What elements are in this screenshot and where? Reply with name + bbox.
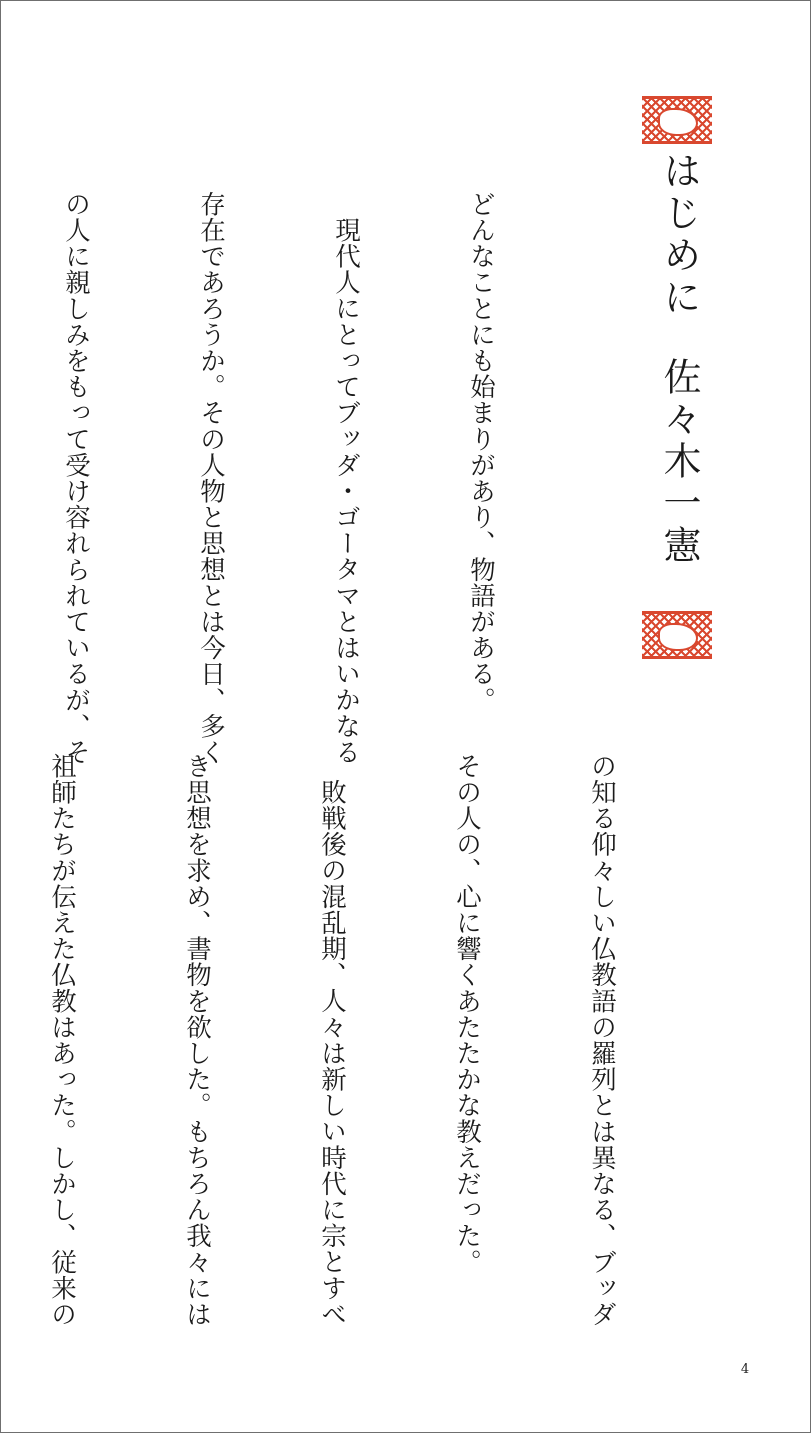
text-line: その人の、心に響くあたたかな教えだった。 (452, 753, 482, 1275)
title-heading: はじめに (657, 151, 701, 319)
chapter-title (657, 151, 701, 611)
text-line: 敗戦後の混乱期、人々は新しい時代に宗とすべ (317, 778, 347, 1327)
text-line: き思想を求め、書物を欲した。もちろん我々には (182, 753, 212, 1328)
text-line: の知る仰々しい仏教語の羅列とは異なる、ブッダ (587, 753, 617, 1328)
text-line: 存在であろうか。その人物と思想とは今日、多く (196, 191, 226, 766)
upper-text-block (0, 191, 593, 766)
text-line: 現代人にとってブッダ・ゴータマとはいかなる (331, 216, 361, 765)
decorative-ornament-bottom-icon (642, 611, 712, 659)
decorative-ornament-top-icon (642, 96, 712, 144)
text-line: 祖師たちが伝えた仏教はあった。しかし、従来の (47, 753, 77, 1328)
lower-text-block (0, 753, 714, 1328)
text-line: の人に親しみをもって受け容れられているが、そ (61, 191, 91, 766)
page-number: 4 (740, 1362, 750, 1377)
text-line: どんなことにも始まりがあり、物語がある。 (466, 191, 496, 713)
title-author: 佐々木一憲 (657, 357, 701, 567)
